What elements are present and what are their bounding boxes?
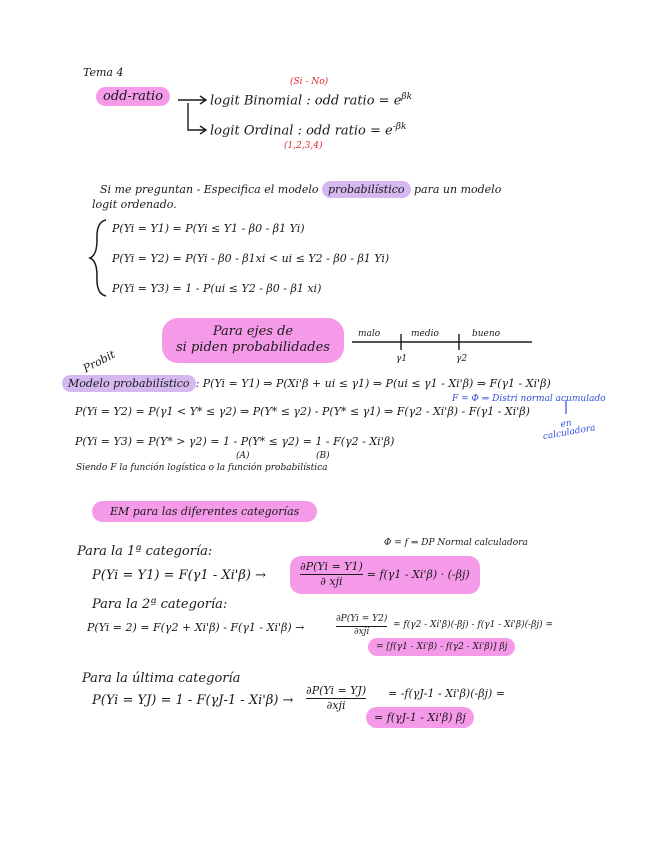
section3-title: EM para las diferentes categorías [92, 506, 317, 517]
system-eq-1: P(Yi = Y1) = P(Yi ≤ Y1 - β0 - β1 Yi) [112, 222, 305, 235]
mark-b: (B) [316, 451, 330, 461]
cat1-title: Para la 1ª categoría: [77, 544, 213, 559]
cat2-result: = f(γ2 - Xi'β)(-βj) - f(γ1 - Xi'β)(-βj) = [393, 620, 554, 630]
branch-arrow [188, 103, 205, 130]
cat3-result-final: = f(γJ-1 - Xi'β) βj [366, 712, 474, 723]
logit-ordinal-line: logit Ordinal : odd ratio = $e^{-\beta k}$ [210, 122, 407, 139]
cat3-equation: P(Yi = YJ) = 1 - F(γJ-1 - Xi'β) → [92, 693, 294, 708]
system-eq-2: P(Yi = Y2) = P(Yi - β0 - β1xi < ui ≤ Y2 - β0 - β1 Yi) [112, 252, 390, 265]
cat2-title: Para la 2ª categoría: [92, 597, 228, 612]
curly-brace [90, 220, 106, 296]
scale-gamma-2: γ2 [456, 354, 468, 364]
cat2-fraction: ∂P(Yi = Y2) ∂xji [336, 614, 388, 637]
cat2-result-final: = [f(γ1 - Xi'β) - f(γ2 - Xi'β)] βj [368, 643, 515, 652]
cat2-equation: P(Yi = 2) = F(γ2 + Xi'β) - F(γ1 - Xi'β) → [87, 621, 305, 634]
dp-normal-note: Φ = f ⇒ DP Normal calculadora [384, 538, 528, 548]
section2-title-highlight: Para ejes de si piden probabilidades [162, 318, 344, 363]
note-calculadora: en calculadora [542, 418, 597, 443]
si-no-tag: (Si - No) [290, 77, 329, 87]
question-line-2: logit ordenado. [92, 198, 177, 211]
modelo-probabilistico-line: Modelo probabilístico : P(Yi = Y1) ⇒ P(Xi'β + ui ≤ γ1) ⇒ P(ui ≤ γ1 - Xi'β) ⇒ F(γ1 - Xi'β) [62, 378, 551, 389]
scale-label-bueno: bueno [472, 329, 501, 339]
cat1-equation: P(Yi = Y1) = F(γ1 - Xi'β) → [92, 568, 266, 583]
cat3-title: Para la última categoría [82, 671, 241, 686]
probability-line-2: P(Yi = Y2) = P(γ1 < Y* ≤ γ2) ⇒ P(Y* ≤ γ2) - P(Y* ≤ γ1) ⇒ F(γ2 - Xi'β) - F(γ1 - Xi'β) [75, 405, 530, 418]
cat3-fraction: ∂P(Yi = YJ) ∂xji [306, 684, 367, 713]
probability-line-3: P(Yi = Y3) = P(Y* > γ2) = 1 - P(Y* ≤ γ2) = 1 - F(γ2 - Xi'β) [75, 435, 395, 448]
ordinal-categories-tag: (1,2,3,4) [284, 141, 323, 151]
cat3-result: = -f(γJ-1 - Xi'β)(-βj) = [388, 687, 506, 700]
scale-label-medio: medio [411, 329, 439, 339]
arrow-head-bottom [200, 126, 206, 134]
logit-binomial-line: logit Binomial : odd ratio = $e^{\beta k}$ [210, 92, 413, 109]
tema-heading: Tema 4 [83, 66, 124, 79]
probit-label: Probit [80, 347, 118, 376]
question-line-1: Si me preguntan - Especifica el modelo probabilístico para un modelo [100, 183, 502, 196]
scale-label-malo: malo [358, 329, 381, 339]
note-normal-acumulado: F = Φ ⇒ Distri normal acumulado [452, 394, 606, 404]
arrow-head-top [200, 96, 206, 104]
system-eq-3: P(Yi = Y3) = 1 - P(ui ≤ Y2 - β0 - β1 xi) [112, 282, 322, 295]
siendo-f-line: Siendo F la función logística o la función probabilística [76, 463, 328, 473]
scale-gamma-1: γ1 [396, 354, 408, 364]
mark-a: (A) [236, 451, 250, 461]
odd-ratio-label: odd-ratio [96, 90, 170, 103]
cat1-derivative: ∂P(Yi = Y1) ∂ xji = f(γ1 - Xi'β) · (-βj) [290, 556, 480, 594]
